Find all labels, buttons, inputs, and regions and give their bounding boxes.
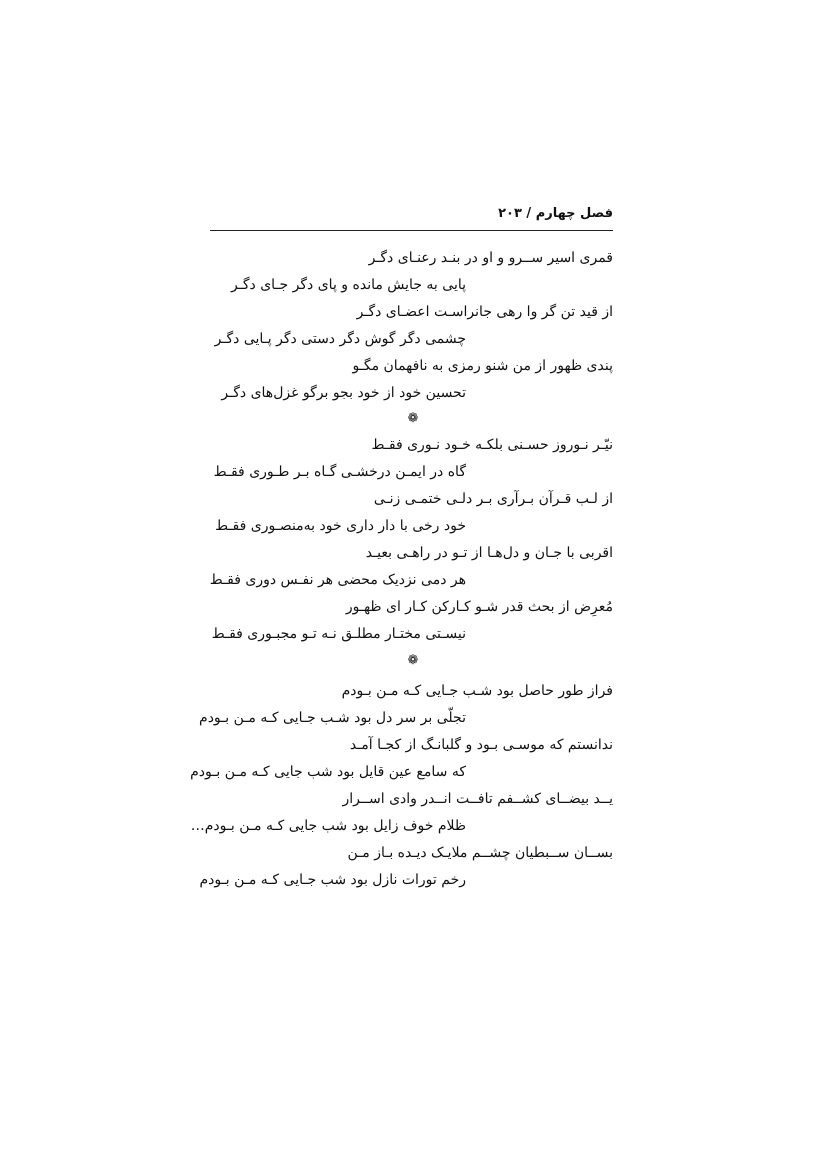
running-head: فصل چهارم / ۲۰۳	[498, 206, 613, 221]
verse-line: نیّـر نـوروز حسـنی بلکـه خـود نـوری فقـط	[371, 437, 613, 453]
verse-line: یــد بیضــای کشــفم تافــت انــدر وادی اســرار	[342, 791, 613, 807]
verse-line: ظلام خوف زایل بود شب جایی کـه مـن بـودم…	[190, 818, 466, 834]
verse-line: از قید تن گر وا رهی جانراسـت اعضـای دگـر	[356, 304, 613, 320]
verse-line: گاه در ایمـن درخشـی گـاه بـر طـوری فقـط	[213, 464, 466, 480]
verse-line: قمری اسیر ســرو و او در بنـد رعنـای دگـر	[368, 250, 613, 266]
verse-line: تحسین خود از خود بجو برگو غزل‌های دگـر	[221, 385, 466, 401]
section-separator: ❁	[407, 653, 419, 668]
verse-line: اقربی با جـان و دل‌هـا از تـو در راهـی بعیـد	[365, 545, 613, 561]
verse-line: مُعرِض از بحث قدر شـو کـارکن کـار ای ظهـور	[345, 599, 613, 615]
verse-line: چشمی دگر گوش دگر دستی دگر پـایی دگـر	[214, 331, 466, 347]
verse-line: رخم تورات نازل بود شب جـایی کـه مـن بـودم	[199, 872, 466, 888]
verse-line: که سامع عین قایل بود شب جایی کـه مـن بـودم	[190, 764, 466, 780]
verse-line: تجلّی بر سر دل بود شـب جـایی کـه مـن بـودم	[199, 710, 466, 726]
verse-line: خود رخی با دار داری خود به‌منصـوری فقـط	[215, 518, 466, 534]
verse-line: ندانستم که موسـی بـود و گلبانـگ از کجـا آمـد	[349, 737, 613, 753]
page-header	[210, 206, 613, 231]
verse-line: از لـب قـرآن بـرآری بـر دلـی ختمـی زنـی	[373, 491, 613, 507]
verse-line: پندی ظهور از من شنو رمزی به نافهمان مگـو	[352, 358, 613, 374]
verse-line: فراز طور حاصل بود شـب جـایی کـه مـن بـودم	[341, 683, 613, 699]
verse-line: نیسـتی مختـار مطلـق نـه تـو مجبـوری فقـط	[211, 626, 466, 642]
verse-line: پایی به جایش مانده و پای دگر جـای دگـر	[231, 277, 466, 293]
section-separator: ❁	[407, 411, 419, 426]
verse-line: بســان ســبطیان چشــم ملایـک دیـده بـاز مـن	[347, 845, 613, 861]
verse-line: هر دمی نزدیک محضی هر نفـس دوری فقـط	[209, 572, 466, 588]
